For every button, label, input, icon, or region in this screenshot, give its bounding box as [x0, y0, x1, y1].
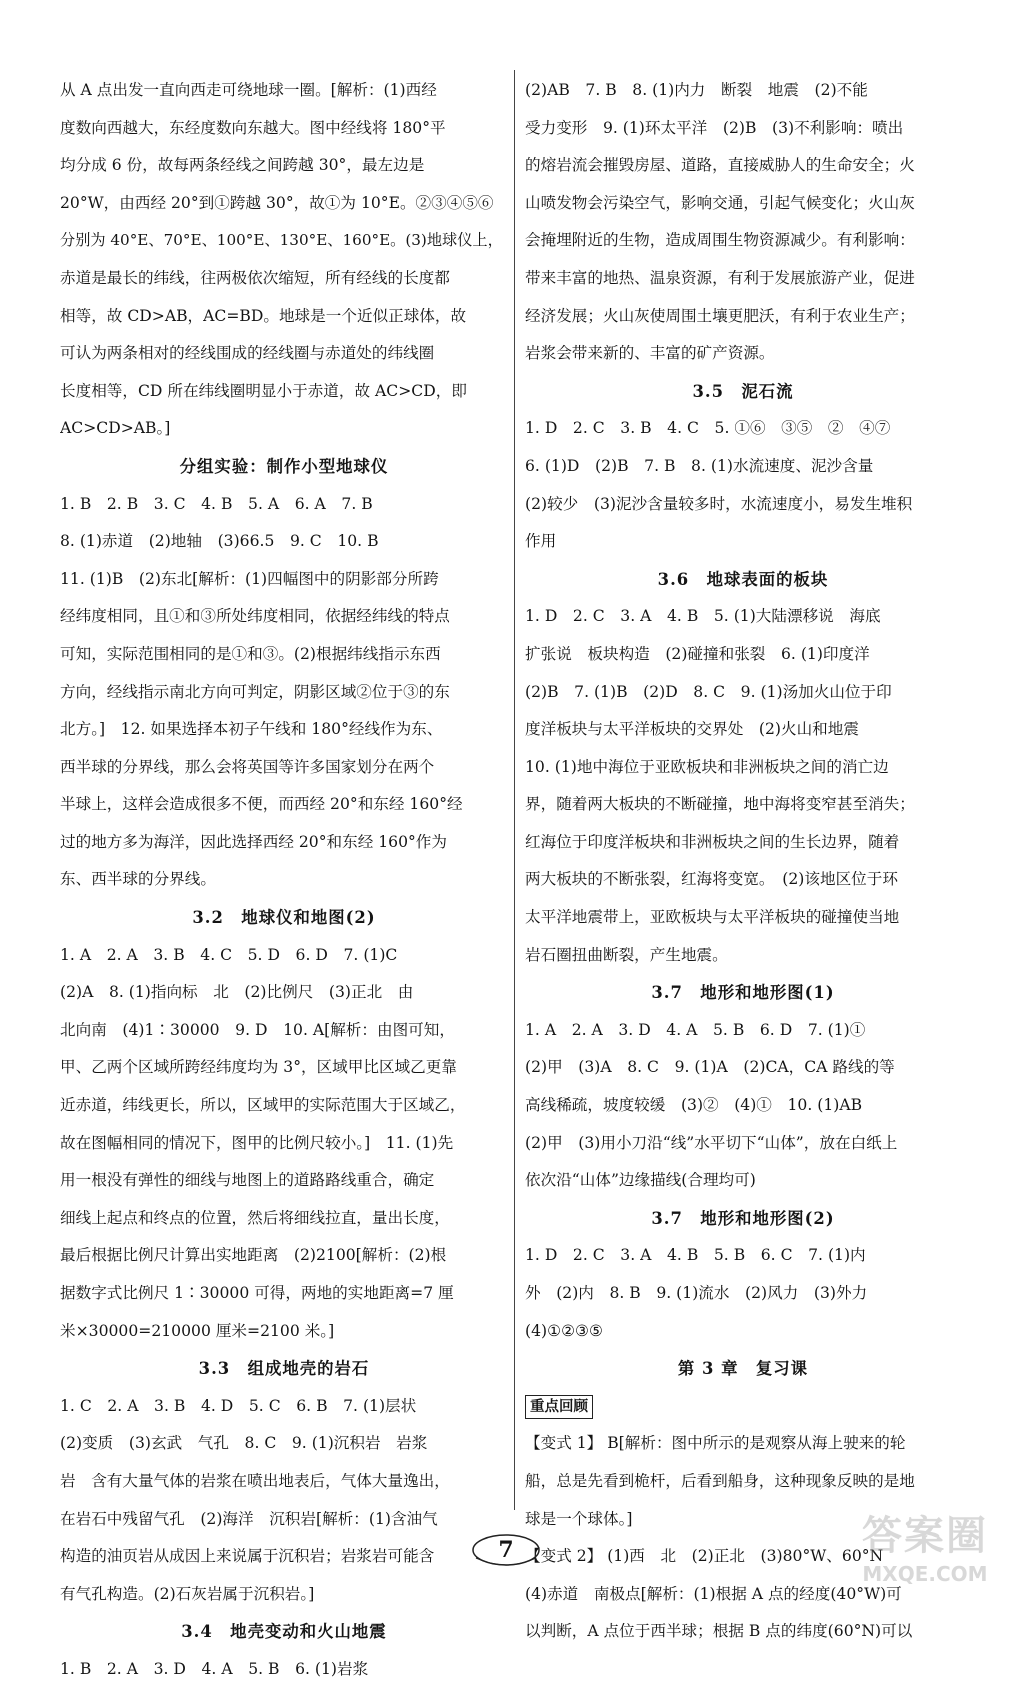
section-heading: 3.5 泥石流: [692, 381, 794, 401]
watermark-main: 答案圈: [862, 1512, 988, 1559]
text-line: 1. D 2. C 3. A 4. B 5. B 6. C 7. (1)内: [525, 1246, 866, 1265]
watermark-logo: [840, 1508, 1010, 1592]
text-line: 依次沿“山体”边缘描线(合理均可): [525, 1171, 756, 1190]
text-line: 11. (1)B (2)东北[解析：(1)四幅图中的阴影部分所跨: [60, 569, 439, 588]
text-line: AC>CD>AB。]: [60, 419, 171, 438]
text-line: 6. (1)D (2)B 7. B 8. (1)水流速度、泥沙含量: [525, 456, 874, 475]
text-line: (2)AB 7. B 8. (1)内力 断裂 地震 (2)不能: [525, 81, 868, 99]
text-line: 会掩埋附近的生物，造成周围生物资源减少。有利影响：: [525, 231, 915, 250]
text-line: 经济发展；火山灰使周围土壤更肥沃，有利于农业生产；: [525, 306, 915, 325]
text-line: 8. (1)赤道 (2)地轴 (3)66.5 9. C 10. B: [60, 532, 379, 551]
text-line: 20°W，由西经 20°到①跨越 30°，故①为 10°E。②③④⑤⑥: [60, 193, 494, 212]
text-line: 外 (2)内 8. B 9. (1)流水 (2)风力 (3)外力: [525, 1284, 868, 1302]
page-number: [470, 1528, 542, 1572]
boxed-label-row: [525, 1388, 961, 1426]
section-heading: 3.3 组成地壳的岩石: [198, 1359, 370, 1379]
text-line: 北向南 (4)1∶30000 9. D 10. A[解析：由图可知，: [60, 1020, 455, 1039]
text-line: 长度相等，CD 所在纬线圈明显小于赤道，故 AC>CD，即: [60, 381, 467, 400]
column-divider: [514, 70, 515, 1510]
text-line: 构造的油页岩从成因上来说属于沉积岩；岩浆岩可能含: [60, 1547, 435, 1566]
text-line: 近赤道，纬线更长，所以，区域甲的实际范围大于区域乙，: [60, 1096, 466, 1115]
text-line: 岩浆会带来新的、丰富的矿产资源。: [525, 344, 775, 363]
text-line: 受力变形 9. (1)环太平洋 (2)B (3)不利影响：喷出: [525, 118, 904, 137]
text-line: 1. B 2. A 3. D 4. A 5. B 6. (1)岩浆: [60, 1659, 369, 1678]
text-line: 高线稀疏，坡度较缓 (3)② (4)① 10. (1)AB: [525, 1096, 863, 1115]
text-line: 1. D 2. C 3. A 4. B 5. (1)大陆漂移说 海底: [525, 607, 881, 626]
text-line: 细线上起点和终点的位置，然后将细线拉直，量出长度，: [60, 1208, 450, 1227]
boxed-label: 重点回顾: [525, 1395, 593, 1419]
section-heading: 第 3 章 复习课: [677, 1359, 809, 1379]
text-line: 带来丰富的地热、温泉资源，有利于发展旅游产业，促进: [525, 268, 915, 287]
text-line: 山喷发物会污染空气，影响交通，引起气候变化；火山灰: [525, 193, 915, 212]
text-line: 太平洋地震带上，亚欧板块与太平洋板块的碰撞使当地: [525, 908, 900, 927]
text-line: (4)①②③⑤: [525, 1321, 604, 1340]
text-line: 有气孔构造。(2)石灰岩属于沉积岩。]: [60, 1584, 315, 1603]
text-line: 的熔岩流会摧毁房屋、道路，直接威胁人的生命安全；火: [525, 156, 915, 175]
text-line: 半球上，这样会造成很多不便，而西经 20°和东经 160°经: [60, 795, 463, 814]
text-line: 两大板块的不断张裂，红海将变宽。 (2)该地区位于环: [525, 870, 898, 889]
text-line: 1. A 2. A 3. B 4. C 5. D 6. D 7. (1)C: [60, 945, 398, 964]
text-line: 从 A 点出发一直向西走可绕地球一圈。[解析：(1)西经: [60, 81, 437, 99]
text-line: 岩 含有大量气体的岩浆在喷出地表后，气体大量逸出，: [60, 1471, 450, 1490]
text-line: 甲、乙两个区域所跨经纬度均为 3°，区域甲比区域乙更靠: [60, 1058, 457, 1077]
text-line: 1. D 2. C 3. B 4. C 5. ①⑥ ③⑤ ② ④⑦: [525, 419, 891, 438]
watermark-url: MXQE.COM: [862, 1562, 988, 1586]
text-line: 赤道是最长的纬线，往两极依次缩短，所有经线的长度都: [60, 268, 450, 287]
text-line: (2)甲 (3)用小刀沿“线”水平切下“山体”，放在白纸上: [525, 1133, 898, 1152]
text-line: 【变式 1】 B[解析：图中所示的是观察从海上驶来的轮: [525, 1434, 906, 1453]
text-line: 1. C 2. A 3. B 4. D 5. C 6. B 7. (1)层状: [60, 1396, 417, 1415]
text-line: 船，总是先看到桅杆，后看到船身，这种现象反映的是地: [525, 1471, 915, 1490]
text-line: 红海位于印度洋板块和非洲板块之间的生长边界，随着: [525, 832, 900, 851]
right-column: [525, 72, 961, 1651]
text-line: (2)A 8. (1)指向标 北 (2)比例尺 (3)正北 由: [60, 983, 414, 1002]
text-line: 度洋板块与太平洋板块的交界处 (2)火山和地震: [525, 720, 859, 739]
text-line: 10. (1)地中海位于亚欧板块和非洲板块之间的消亡边: [525, 757, 889, 776]
text-line: 故在图幅相同的情况下，图甲的比例尺较小。] 11. (1)先: [60, 1133, 454, 1152]
page-number-text: 7: [498, 1537, 514, 1563]
text-line: 在岩石中残留气孔 (2)海洋 沉积岩[解析：(1)含油气: [60, 1509, 438, 1528]
text-line: 过的地方多为海洋，因此选择西经 20°和东经 160°作为: [60, 832, 447, 851]
text-line: 均分成 6 份，故每两条经线之间跨越 30°，最左边是: [60, 156, 425, 175]
text-line: 最后根据比例尺计算出实地距离 (2)2100[解析：(2)根: [60, 1246, 447, 1265]
section-heading: 分组实验：制作小型地球仪: [179, 456, 389, 476]
text-line: 用一根没有弹性的细线与地图上的道路路线重合，确定: [60, 1171, 435, 1190]
text-line: 作用: [525, 532, 557, 551]
text-line: 米×30000=210000 厘米=2100 米。]: [60, 1321, 335, 1340]
text-line: 可认为两条相对的经线围成的经线圈与赤道处的纬线圈: [60, 344, 435, 363]
text-line: (2)甲 (3)A 8. C 9. (1)A (2)CA，CA 路线的等: [525, 1058, 895, 1077]
text-line: 分别为 40°E、70°E、100°E、130°E、160°E。(3)地球仪上，: [60, 231, 503, 250]
text-line: 球是一个球体。]: [525, 1509, 633, 1528]
text-line: (4)赤道 南极点[解析：(1)根据 A 点的经度(40°W)可: [525, 1584, 902, 1603]
section-heading: 3.7 地形和地形图(1): [651, 983, 835, 1003]
text-line: 扩张说 板块构造 (2)碰撞和张裂 6. (1)印度洋: [525, 644, 870, 663]
text-line: 相等，故 CD>AB，AC=BD。地球是一个近似正球体，故: [60, 306, 467, 325]
text-line: 据数字式比例尺 1∶30000 可得，两地的实地距离=7 厘: [60, 1284, 454, 1302]
text-line: 界，随着两大板块的不断碰撞，地中海将变窄甚至消失；: [525, 795, 915, 814]
text-line: 以判断，A 点位于西半球；根据 B 点的纬度(60°N)可以: [525, 1622, 913, 1641]
section-heading: 3.7 地形和地形图(2): [651, 1208, 835, 1228]
text-line: 岩石圈扭曲断裂，产生地震。: [525, 945, 728, 964]
text-line: (2)较少 (3)泥沙含量较多时，水流速度小，易发生堆积: [525, 494, 913, 513]
text-line: 方向，经线指示南北方向可判定，阴影区域②位于③的东: [60, 682, 450, 701]
section-heading: 3.2 地球仪和地图(2): [192, 908, 376, 928]
text-line: 经纬度相同，且①和③所处纬度相同，依据经纬线的特点: [60, 607, 450, 626]
left-column: [60, 72, 508, 1689]
text-line: (2)B 7. (1)B (2)D 8. C 9. (1)汤加火山位于印: [525, 682, 892, 701]
text-line: 东、西半球的分界线。: [60, 870, 216, 889]
text-line: 度数向西越大，东经度数向东越大。图中经线将 180°平: [60, 118, 446, 137]
text-line: 1. A 2. A 3. D 4. A 5. B 6. D 7. (1)①: [525, 1020, 866, 1039]
section-heading: 3.4 地壳变动和火山地震: [181, 1622, 387, 1642]
text-line: (2)变质 (3)玄武 气孔 8. C 9. (1)沉积岩 岩浆: [60, 1434, 428, 1453]
section-heading: 3.6 地球表面的板块: [657, 569, 829, 589]
text-line: 1. B 2. B 3. C 4. B 5. A 6. A 7. B: [60, 494, 373, 513]
text-line: 北方。] 12. 如果选择本初子午线和 180°经线作为东、: [60, 720, 443, 739]
text-line: 西半球的分界线，那么会将英国等许多国家划分在两个: [60, 757, 435, 776]
text-line: 【变式 2】 (1)西 北 (2)正北 (3)80°W、60°N: [525, 1547, 884, 1566]
text-line: 可知，实际范围相同的是①和③。(2)根据纬线指示东西: [60, 644, 441, 663]
